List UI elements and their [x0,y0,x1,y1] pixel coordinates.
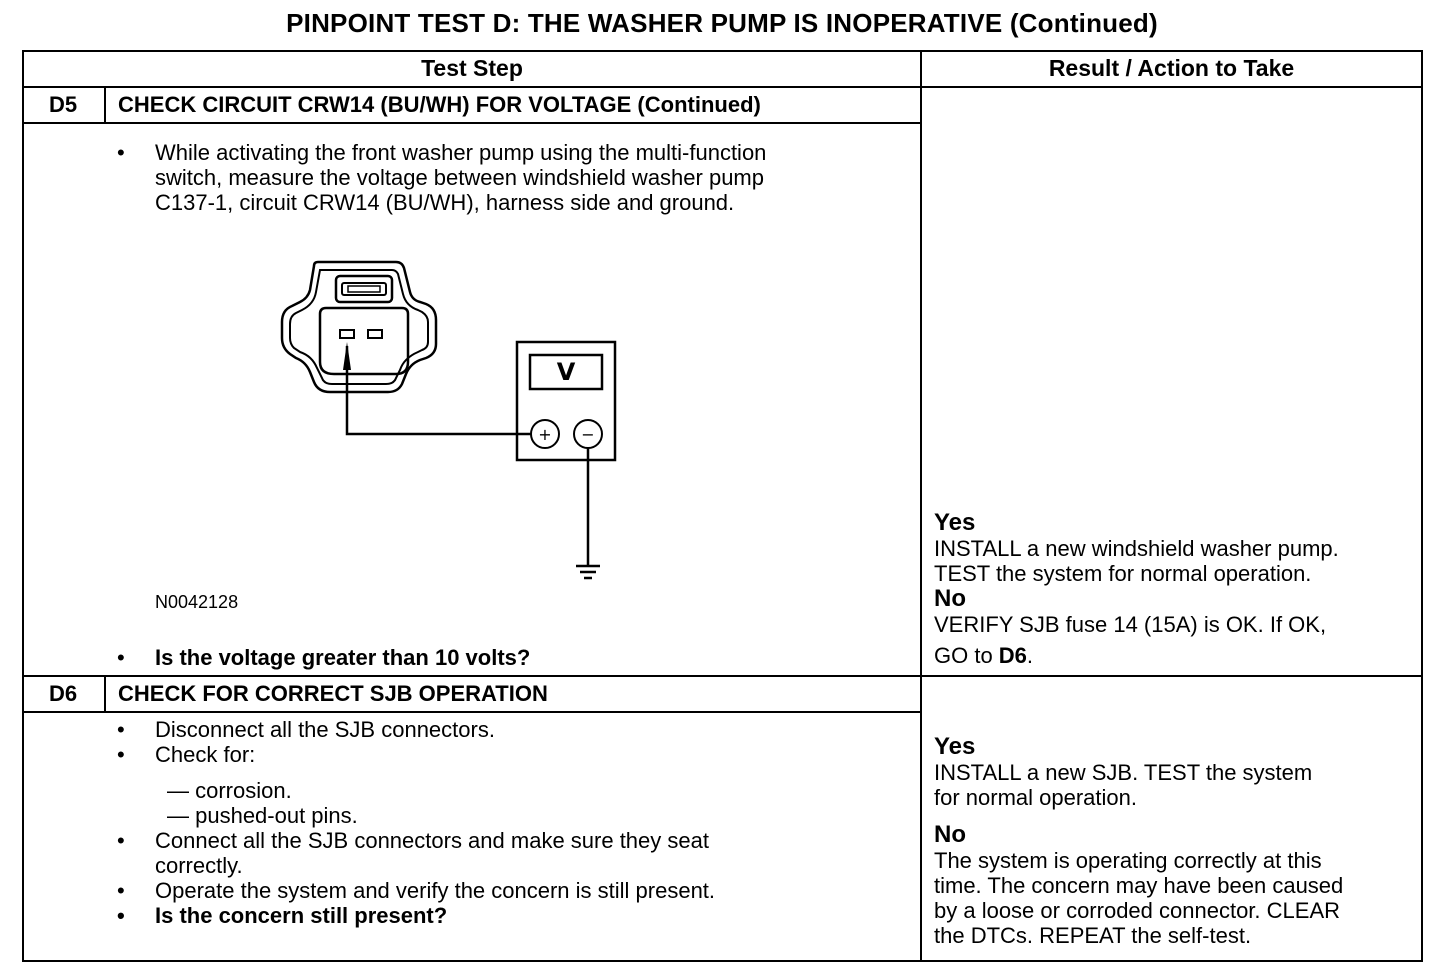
d6-question: • Is the concern still present? [117,903,448,928]
step-id-d5: D5 [48,92,78,117]
sub-item-pushed-out-pins: — pushed-out pins. [167,803,358,828]
d6-instructions: • Disconnect all the SJB connectors. • Check for: — corrosion. — pushed-out pins. • Connect all the SJB connectors and make sure they seat correctly. • Operate the system and verify the concern is still present. • Is the concern still present? [155,717,715,928]
sub-item-corrosion: — corrosion. [167,778,292,803]
voltmeter-connector-diagram [270,250,650,590]
figure-id: N0042128 [155,592,239,612]
ground-symbol [576,566,600,578]
d5-no-label: No [934,585,966,612]
connector-outline-outer [282,262,436,392]
d6-no-label: No [934,821,966,848]
page-title: PINPOINT TEST D: THE WASHER PUMP IS INOPERATIVE (Continued) [286,8,1158,38]
d5-title-divider [22,122,922,124]
header-result: Result / Action to Take [1048,55,1295,81]
d6-reference: D6 [998,643,1027,668]
step-divider [22,675,1423,677]
voltmeter-unit-label: V [556,358,576,386]
d6-id-divider [104,675,106,713]
connector-latch [336,276,392,302]
d5-id-divider [104,86,106,124]
step-id-d6: D6 [48,681,78,706]
header-divider [22,86,1423,88]
d5-instruction: • While activating the front washer pump using the multi-function switch, measure the voltage between windshield washer pump C137-1, circuit CRW14 (BU/WH), harness side and ground. [117,140,767,215]
d5-question: • Is the voltage greater than 10 volts? [117,645,531,670]
d5-result: Yes INSTALL a new windshield washer pump. TEST the system for normal operation. No VERIFY SJB fuse 14 (15A) is OK. If OK, GO to D6. [934,509,1339,668]
step-title-d5: CHECK CIRCUIT CRW14 (BU/WH) FOR VOLTAGE (Continued) [118,92,761,117]
probe-tip [343,342,351,370]
positive-terminal-label: + [538,425,552,444]
negative-terminal-label: − [581,425,595,444]
d6-yes-label: Yes [934,733,976,760]
d6-result: Yes INSTALL a new SJB. TEST the system for normal operation. No The system is operating correctly at this time. The concern may have been caused by a loose or corroded connector. CLEAR the DTCs. REPEAT the self-test. [934,733,1344,948]
step-title-d6: CHECK FOR CORRECT SJB OPERATION [118,681,548,706]
column-divider [920,50,922,962]
d5-yes-label: Yes [934,509,976,536]
terminal-pin-1 [340,330,354,338]
d6-title-divider [22,711,922,713]
header-test-step: Test Step [421,55,523,81]
probe-lead-positive [347,346,532,434]
terminal-pin-2 [368,330,382,338]
connector-face [320,308,408,374]
